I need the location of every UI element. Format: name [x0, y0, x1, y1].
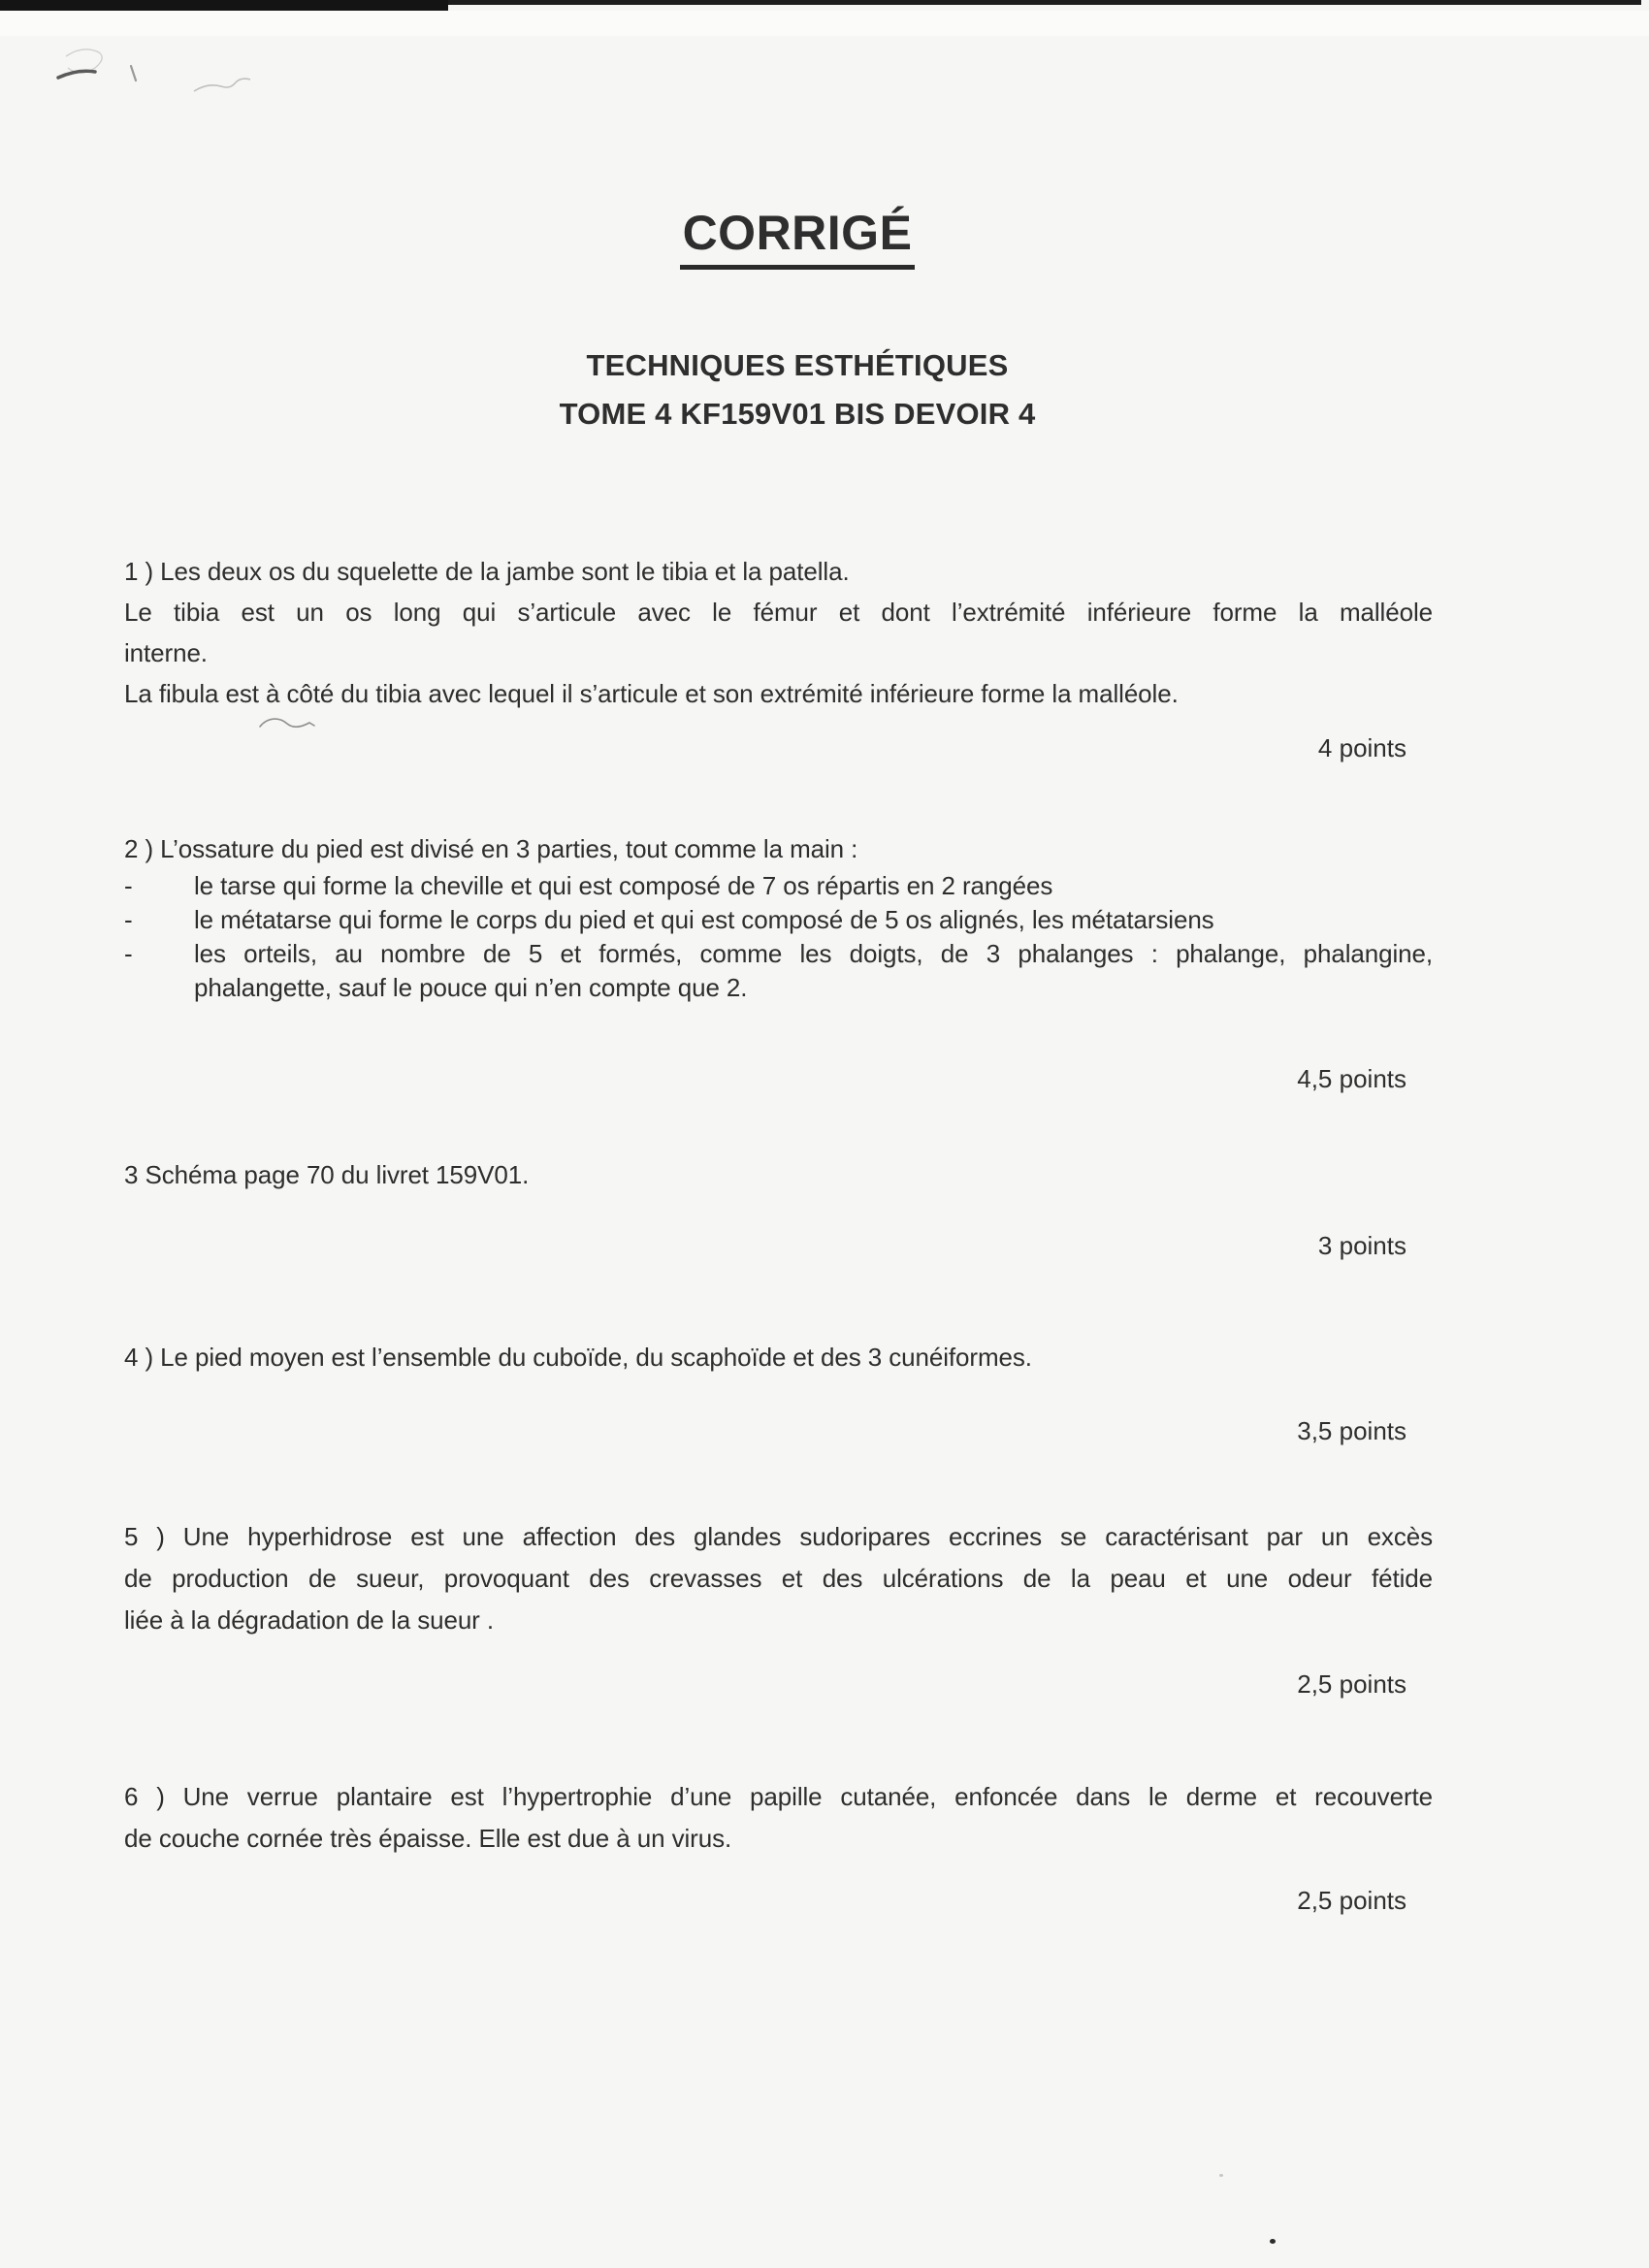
- question-2: [124, 828, 1433, 1005]
- bullet-text-2: le métatarse qui forme le corps du pied et qui est composé de 5 os alignés, les métatarsiens: [194, 905, 1214, 934]
- question-3-points: 3 points: [1317, 1231, 1406, 1260]
- scan-edge-top-left: [0, 0, 448, 11]
- bullet-text-3-continuation: phalangette, sauf le pouce qui n’en compte que 2.: [194, 973, 748, 1002]
- question-5-line-3: liée à la dégradation de la sueur .: [124, 1605, 494, 1635]
- question-2-points: 4,5 points: [1297, 1064, 1406, 1093]
- question-3-text: 3 Schéma page 70 du livret 159V01.: [124, 1160, 530, 1189]
- question-2-intro: 2 ) L’ossature du pied est divisé en 3 parties, tout comme la main :: [124, 834, 858, 863]
- question-1: [124, 551, 1433, 714]
- question-6-points: 2,5 points: [1297, 1886, 1406, 1915]
- question-1-points: 4 points: [1317, 733, 1406, 762]
- question-1-line-4: La fibula est à côté du tibia avec lequel il s’articule et son extrémité inférieure forme la malléole.: [124, 679, 1179, 708]
- question-5-line-2: de production de sueur, provoquant des crevasses et des ulcérations de la peau et une odeur fétide: [124, 1564, 1433, 1593]
- scan-speck-dark: [1270, 2239, 1276, 2244]
- question-1-line-2: Le tibia est un os long qui s’articule avec le fémur et dont l’extrémité inférieure forme la malléole: [124, 598, 1433, 627]
- bullet-dash: -: [124, 905, 133, 934]
- bullet-dash: -: [124, 871, 133, 900]
- question-4: [124, 1337, 1433, 1377]
- scan-speck-faint: [1219, 2174, 1223, 2177]
- list-item: [124, 937, 1433, 971]
- list-item: [124, 869, 1433, 903]
- bullet-text-1: le tarse qui forme la cheville et qui est composé de 7 os répartis en 2 rangées: [194, 871, 1053, 900]
- question-5: [124, 1516, 1433, 1641]
- question-6-line-1: 6 ) Une verrue plantaire est l’hypertrophie d’une papille cutanée, enfoncée dans le derme et recouverte: [124, 1782, 1433, 1811]
- question-5-line-1: 5 ) Une hyperhidrose est une affection des glandes sudoripares eccrines se caractérisant par un excès: [124, 1522, 1433, 1551]
- subtitle-line-1: TECHNIQUES ESTHÉTIQUES: [586, 348, 1009, 382]
- question-6: [124, 1776, 1433, 1860]
- question-6-line-2: de couche cornée très épaisse. Elle est due à un virus.: [124, 1824, 732, 1853]
- list-item: [124, 903, 1433, 937]
- question-2-bullet-list: [124, 869, 1433, 1005]
- bullet-dash: -: [124, 939, 133, 968]
- question-4-text: 4 ) Le pied moyen est l’ensemble du cuboïde, du scaphoïde et des 3 cunéiformes.: [124, 1343, 1032, 1372]
- document-title: [0, 206, 1595, 270]
- subtitle-line-2: TOME 4 KF159V01 BIS DEVOIR 4: [559, 397, 1036, 431]
- question-1-line-1: 1 ) Les deux os du squelette de la jambe sont le tibia et la patella.: [124, 557, 850, 586]
- question-1-line-3: interne.: [124, 638, 208, 667]
- question-3: [124, 1154, 1433, 1195]
- pencil-marks: [39, 29, 291, 107]
- document-subtitle: [0, 341, 1595, 438]
- question-5-points: 2,5 points: [1297, 1669, 1406, 1699]
- bullet-text-3: les orteils, au nombre de 5 et formés, comme les doigts, de 3 phalanges : phalange, phalangine,: [194, 939, 1433, 968]
- document-title-text: CORRIGÉ: [680, 206, 916, 270]
- question-4-points: 3,5 points: [1297, 1416, 1406, 1445]
